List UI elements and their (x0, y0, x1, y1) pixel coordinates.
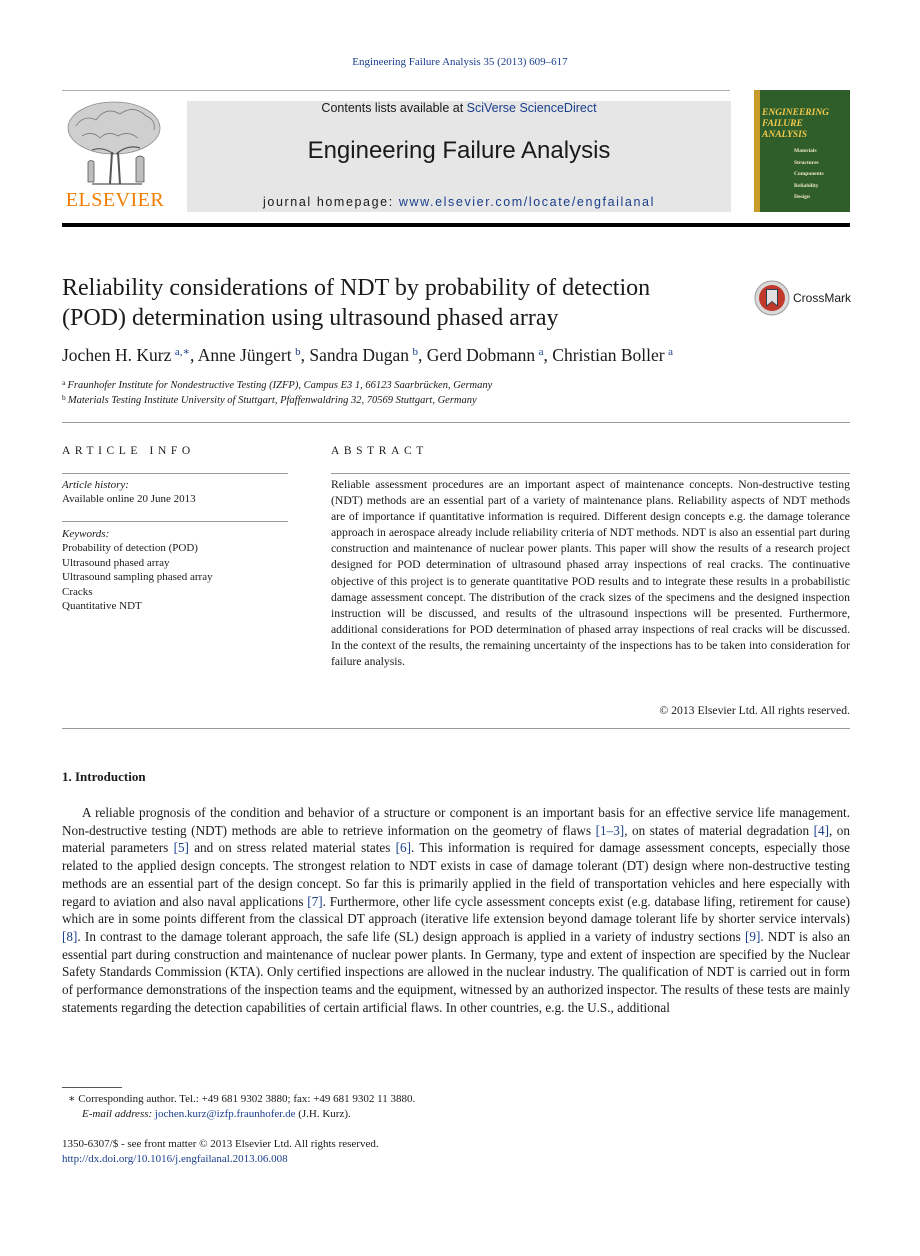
abstract-copyright: © 2013 Elsevier Ltd. All rights reserved. (659, 704, 850, 717)
abstract-body: Reliable assessment procedures are an important aspect of maintenance concepts. Non-destructive testing (NDT) methods are an essential part of a variety of maintenance plans. Reliability aspects of NDT methods are of importance if quantitative information is required. Different design concepts e.g. the damage tolerance approach in aerospace already include reliability criteria of NDT methods. NDT is also an essential part during construction and maintenance of nuclear power plants. This paper will show the results of a research project designed for POD determination of ultrasound phased array inspections of real cracks. The continuative objective of this project is to generate quantitative POD results and to integrate these results in a probabilistic damage assessment concept. The distribution of the crack sizes of the specimens and the designed inspection instruction will be discussed, and results of the ultrasound inspections will be presented. Furthermore, additional considerations for POD determination of phased array inspections of real cracks will be discussed. In the context of the results, the remaining uncertainty of the inspections has to be taken into consideration for failure analysis. (331, 478, 850, 669)
keywords-label: Keywords: (62, 528, 110, 540)
crossmark-icon (754, 280, 790, 316)
email-label: E-mail address: (82, 1108, 155, 1120)
paragraph-text: . Furthermore, other life cycle assessment concepts exist (e.g. database lifing, retirement for cause) which are in some points different from the classical DT approach (iterative life extension beyond damage tolerant life by shorter service intervals) (62, 893, 850, 927)
keywords-list (62, 541, 213, 614)
divider (62, 473, 288, 474)
paragraph-text: , on material parameters (62, 822, 850, 856)
paragraph-text: and on stress related material states (188, 840, 396, 856)
citation-link[interactable]: [7] (307, 893, 323, 909)
section-heading: 1. Introduction (62, 769, 146, 784)
author-affiliation-link[interactable]: b (295, 346, 301, 358)
keyword: Ultrasound sampling phased array (62, 571, 213, 583)
article-history-value: Available online 20 June 2013 (62, 493, 196, 505)
cover-spine (754, 90, 760, 212)
paragraph-text: . NDT is also an essential part during construction and maintenance of nuclear power plants. In Germany, type and extent of inspection are specified by the Nuclear Safety Standards Commission (KTA). Only certified inspections are allowed in the nuclear industry. The qualification of NDT is carried out in form of performance demonstrations of the inspection teams and the equipment, witnessed by an authorized inspector. The results of these tests are mainly statements regarding the detection capabilities of certain artificial flaws. In other countries, e.g. the U.S., additional (62, 928, 850, 1015)
paragraph-text: , on states of material degradation (624, 822, 814, 838)
paragraph-text: . This information is required for damage assessment concepts, especially those related to the applied design concepts. The strongest relation to NDT exists in case of damage tolerant (DT) design where non-destructive testing methods are an essential part of the design concept. So far this is primarily applied in the field of transportation vehicles and here especially with regard to aviation and also naval applications (62, 840, 851, 909)
email-suffix: (J.H. Kurz). (295, 1108, 351, 1120)
homepage-link[interactable]: www.elsevier.com/locate/engfailanal (398, 195, 655, 209)
corresponding-author-note: ∗ Corresponding author. Tel.: +49 681 9302 3880; fax: +49 681 9302 11 3880. (68, 1093, 416, 1105)
author-affiliation-link[interactable]: a,∗ (174, 346, 190, 358)
paragraph-text: . In contrast to the damage tolerant approach, the safe life (SL) design approach is applied in a variety of industry sections (77, 928, 745, 944)
homepage-prefix: journal homepage: (263, 195, 399, 209)
author: Christian Boller $^a$ (552, 345, 673, 365)
author: Anne Jüngert $^b$, (197, 345, 310, 365)
contents-prefix: Contents lists available at (321, 101, 467, 115)
divider (331, 473, 850, 474)
cover-title: ENGINEERING FAILURE ANALYSIS (762, 108, 830, 140)
keyword: Ultrasound phased array (62, 556, 170, 569)
citation-link[interactable]: [6] (395, 840, 412, 856)
article-title-line-1: Reliability considerations of NDT by probability of detection (62, 275, 651, 301)
publisher-logo[interactable] (62, 98, 168, 212)
journal-reference[interactable] (0, 56, 920, 68)
doi-link[interactable]: http://dx.doi.org/10.1016/j.engfailanal.2013.06.008 (62, 1153, 288, 1165)
footnote-rule (62, 1087, 122, 1088)
keyword: Probability of detection (POD) (62, 542, 198, 554)
affiliation: $^a$ Fraunhofer Institute for Nondestructive Testing (IZFP), Campus E3 1, 66123 Saarbrücken, Germany (62, 378, 493, 391)
author: Gerd Dobmann $^a$, (426, 345, 553, 365)
email-note (82, 1108, 351, 1120)
abstract-heading: ABSTRACT (331, 445, 428, 457)
article-title-line-2: (POD) determination using ultrasound phased array (62, 305, 559, 331)
author-affiliation-link[interactable]: b (412, 346, 418, 358)
article-info-heading: ARTICLE INFO (62, 445, 195, 457)
journal-cover-thumbnail[interactable] (754, 90, 850, 212)
crossmark-label: CrossMark (793, 291, 852, 305)
author: Sandra Dugan $^b$, (309, 345, 427, 365)
sciencedirect-link[interactable]: SciVerse ScienceDirect (466, 101, 597, 115)
author-affiliation-link[interactable]: a (538, 346, 544, 358)
issn-line: 1350-6307/$ - see front matter © 2013 Elsevier Ltd. All rights reserved. (62, 1138, 379, 1150)
keyword: Quantitative NDT (62, 600, 142, 612)
citation-link[interactable]: [5] (173, 840, 189, 856)
article-history-label: Article history: (62, 479, 129, 491)
article-title (62, 273, 742, 333)
divider (62, 521, 288, 522)
divider (62, 422, 850, 423)
journal-reference-link[interactable]: Engineering Failure Analysis 35 (2013) 609–617 (352, 56, 568, 68)
divider (62, 728, 850, 729)
publisher-wordmark: ELSEVIER (65, 189, 165, 211)
introduction-paragraph (62, 804, 850, 1016)
masthead-thick-rule (62, 223, 850, 227)
masthead-rule (62, 90, 730, 91)
citation-link[interactable]: [4] (813, 822, 829, 838)
journal-title: Engineering Failure Analysis (307, 137, 611, 164)
citation-link[interactable]: [9] (744, 928, 761, 944)
doi-line[interactable] (62, 1153, 288, 1165)
crossmark-badge[interactable] (754, 280, 854, 316)
citation-link[interactable]: [1–3] (595, 822, 625, 838)
author: Jochen H. Kurz $^{a,∗}$, (62, 345, 198, 365)
tree-illustration (62, 98, 168, 190)
author-affiliation-link[interactable]: a (668, 346, 673, 358)
citation-link[interactable]: [8] (62, 928, 78, 944)
email-link[interactable]: jochen.kurz@izfp.fraunhofer.de (154, 1108, 296, 1120)
journal-homepage (187, 195, 731, 209)
affiliation: $^b$ Materials Testing Institute University of Stuttgart, Pfaffenwaldring 32, 70569 Stuttgart, Germany (62, 393, 477, 406)
author-list (62, 345, 852, 366)
contents-availability (187, 101, 731, 115)
keyword: Cracks (62, 585, 93, 598)
cover-topics: Materials Structures Components Reliability Design (794, 148, 824, 200)
paragraph-text: A reliable prognosis of the condition and behavior of a structure or component is an important basis for an effective service life management. Non-destructive testing (NDT) methods are able to retrieve information on the geometry of flaws (62, 805, 850, 838)
